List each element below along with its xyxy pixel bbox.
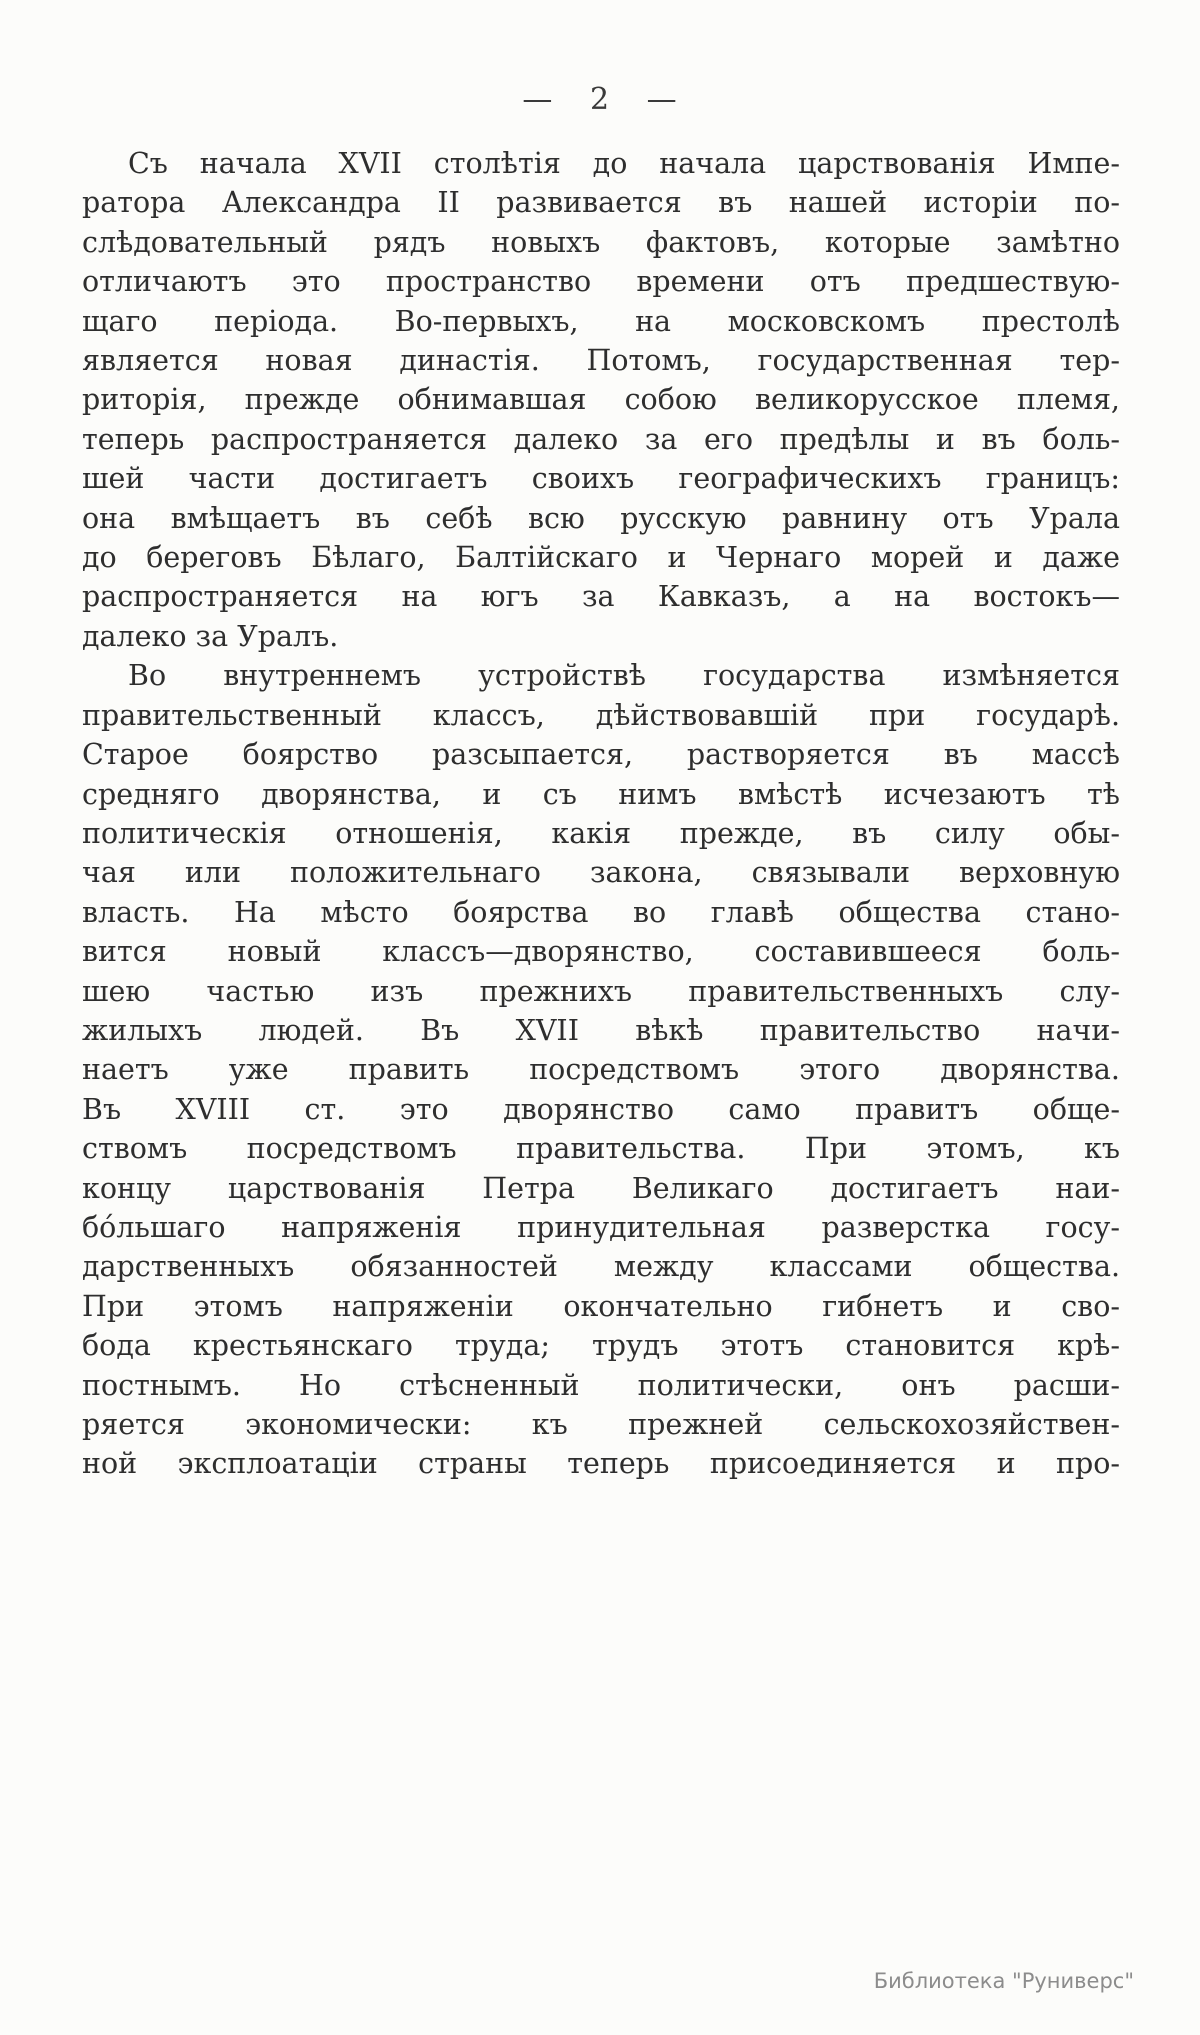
- text-line: вится новый классъ—дворянство, составившееся боль-: [82, 935, 1120, 969]
- paragraph: [82, 656, 1120, 1484]
- text-line: средняго дворянства, и съ нимъ вмѣстѣ исчезаютъ тѣ: [82, 777, 1120, 811]
- text-line: ратора Александра II развивается въ нашей исторіи по-: [82, 186, 1120, 220]
- page-number: — 2 —: [522, 82, 678, 117]
- text-line: ряется экономически: къ прежней сельскохозяйствен-: [82, 1408, 1120, 1441]
- text-line: теперь распространяется далеко за его предѣлы и въ боль-: [82, 422, 1120, 456]
- text-line: риторія, прежде обнимавшая собою великорусское племя,: [82, 383, 1120, 417]
- text-line: отличаютъ это пространство времени отъ предшествую-: [82, 265, 1120, 299]
- text-line: Съ начала XVII столѣтія до начала царствованія Импе-: [128, 147, 1120, 180]
- text-line: Старое боярство разсыпается, растворяется въ массѣ: [82, 738, 1120, 772]
- text-line: она вмѣщаетъ въ себѣ всю русскую равнину отъ Урала: [82, 501, 1120, 535]
- body-text: [82, 144, 1120, 1484]
- text-line: При этомъ напряженіи окончательно гибнетъ и сво-: [82, 1289, 1120, 1323]
- text-line: Во внутреннемъ устройствѣ государства измѣняется: [128, 659, 1120, 693]
- text-line: шею частью изъ прежнихъ правительственныхъ слу-: [82, 974, 1120, 1008]
- text-line: политическія отношенія, какія прежде, въ силу обы-: [82, 816, 1120, 850]
- text-line: ной эксплоатаціи страны теперь присоединяется и про-: [82, 1447, 1120, 1481]
- text-line: распространяется на югъ за Кавказъ, а на востокъ—: [82, 580, 1120, 614]
- text-line: далеко за Уралъ.: [82, 619, 339, 653]
- text-line: Въ XVIII ст. это дворянство само правитъ обще-: [82, 1092, 1120, 1126]
- library-watermark: Библиотека "Руниверс": [873, 1969, 1134, 1993]
- text-line: является новая династія. Потомъ, государственная тер-: [82, 344, 1120, 378]
- text-line: жилыхъ людей. Въ XVII вѣкѣ правительство начи-: [82, 1013, 1120, 1047]
- text-line: чая или положительнаго закона, связывали верховную: [82, 856, 1120, 890]
- text-line: щаго періода. Во-первыхъ, на московскомъ престолѣ: [82, 304, 1120, 338]
- text-line: слѣдовательный рядъ новыхъ фактовъ, которые замѣтно: [82, 225, 1120, 259]
- text-line: правительственный классъ, дѣйствовавшій при государѣ.: [82, 698, 1120, 732]
- text-line: концу царствованія Петра Великаго достигаетъ наи-: [82, 1171, 1120, 1205]
- text-line: наетъ уже править посредствомъ этого дворянства.: [82, 1053, 1120, 1087]
- text-line: постнымъ. Но стѣсненный политически, онъ расши-: [82, 1368, 1120, 1402]
- text-line: шей части достигаетъ своихъ географическихъ границъ:: [82, 462, 1120, 496]
- text-line: до береговъ Бѣлаго, Балтійскаго и Чернаго морей и даже: [82, 541, 1120, 575]
- text-line: бода крестьянскаго труда; трудъ этотъ становится крѣ-: [82, 1329, 1120, 1363]
- text-line: бо́льшаго напряженія принудительная разверстка госу-: [82, 1210, 1120, 1244]
- text-line: ствомъ посредствомъ правительства. При этомъ, къ: [82, 1132, 1120, 1166]
- text-line: дарственныхъ обязанностей между классами общества.: [82, 1250, 1120, 1284]
- paragraph: [82, 144, 1120, 656]
- text-line: власть. На мѣсто боярства во главѣ общества стано-: [82, 895, 1120, 929]
